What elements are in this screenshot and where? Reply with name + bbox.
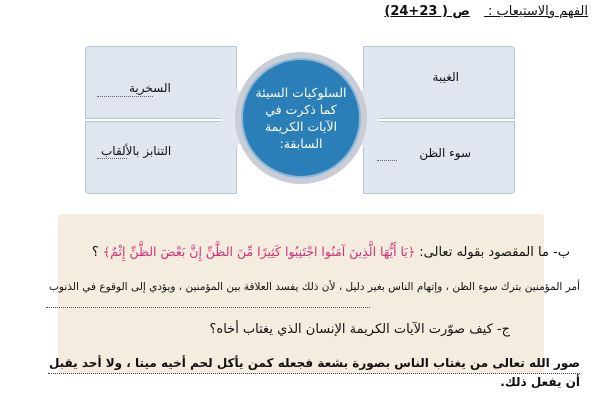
question-c: ج- كيف صوّرت الآيات الكريمة الإنسان الذي يغتاب أخاه؟ xyxy=(209,322,510,337)
dotted-line xyxy=(377,160,397,161)
questions-section xyxy=(0,214,600,400)
answer-b: أمر المؤمنين بترك سوء الظن ، وإتهام الناس بغير دليل ، لأن ذلك يفسد العلاقة بين المؤمنين ، ويؤدي إلى الوقوع في الذنوب xyxy=(49,281,580,293)
answer-c: صور الله تعالى من يغتاب الناس بصورة بشعة فجعله كمن يأكل لحم أخيه ميتا ، ولا أحد يقبل أن يفعل ذلك. xyxy=(48,356,580,389)
question-b-prefix: ب- ما المقصود بقوله تعالى: xyxy=(419,245,570,260)
questions-background xyxy=(58,214,544,374)
dotted-line xyxy=(97,158,127,159)
center-circle xyxy=(241,58,361,178)
center-circle-frame xyxy=(235,52,367,184)
page-reference: ص ( 23+24) xyxy=(384,4,470,19)
dotted-line xyxy=(97,96,153,97)
behavior-nicknames: التنابز بالألقاب xyxy=(101,144,172,158)
center-label: السلوكيات السيئة كما ذكرت في الآيات الكريمة السابقة: xyxy=(255,85,347,151)
dotted-line xyxy=(48,373,580,374)
behavior-suspicion: سوء الظن xyxy=(419,146,471,160)
behavior-mockery: السخرية xyxy=(129,81,171,95)
worksheet-header xyxy=(12,4,588,22)
dotted-line xyxy=(46,307,370,308)
question-b xyxy=(92,244,570,260)
section-title: الفهم والاستيعاب : xyxy=(488,4,588,19)
behavior-backbiting: الغيبة xyxy=(432,70,459,84)
question-b-mark: ؟ xyxy=(91,245,99,260)
behaviors-diagram xyxy=(85,46,515,192)
quran-verse: ﴿يَا أَيُّهَا الَّذِينَ آمَنُوا اجْتَنِبُوا كَثِيرًا مِّنَ الظَّنِّ إِنَّ بَعْضَ الظَّنِّ إِثْمٌ﴾ xyxy=(102,244,416,259)
